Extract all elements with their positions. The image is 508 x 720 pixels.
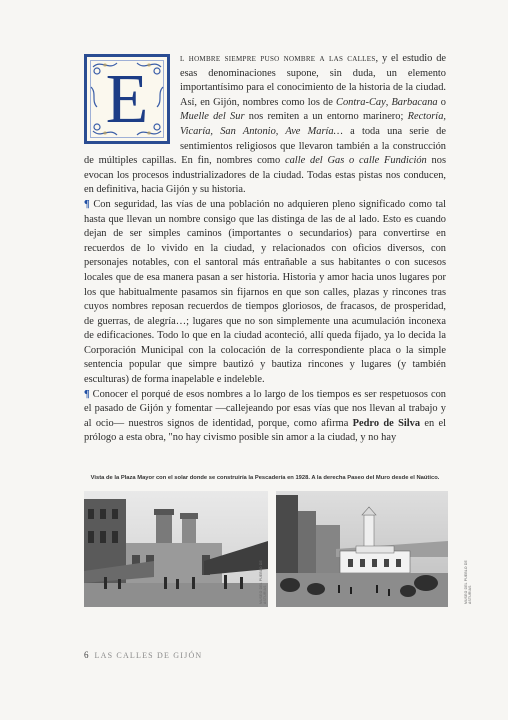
photo-caption: Vista de la Plaza Mayor con el solar donde se construiría la Pescadería en 1928. A la derecha Paseo del Muro desde el Naútico. [90,475,440,481]
paragraph-2 [84,198,446,388]
text-run: nos remiten a un entorno marinero; [244,111,408,123]
initial-letter: E [105,61,149,138]
text-run: o [437,96,446,108]
text-run: en el prólogo a esta obra, "no hay civismo posible sin amor a la ciudad, y no hay [84,417,446,444]
street-name: Muelle del Sur [180,111,245,123]
photo-plaza-mayor [84,491,268,607]
author-name: Pedro de Silva [352,417,421,429]
photo-credit: MUSEO DEL PUEBLO DE ASTURIAS [464,560,472,604]
photo-paseo-del-muro [276,491,448,607]
text-run: nos evocan los procesos industrializadores de la ciudad. Todas estas pistas nos conducen, en definitiva, hacia Gijón y su historia. [84,155,446,196]
photo-credit: MUSEO DEL PUEBLO DE ASTURIAS [259,560,267,604]
street-names: calle del Gas o calle Fundición [285,155,427,167]
page-number: 6 [84,650,89,660]
lead-in: l hombre siempre puso nombre a las calles [180,53,376,64]
initial-spacer [84,52,180,154]
pilcrow-icon: ¶ [84,198,90,210]
street-name: Contra-Cay [336,96,386,108]
text-run: Conocer el porqué de esos nombres a lo largo de los tiempos es ser respetuosos con el pasado de Gijón y fomentar —callejeando por esas vías que nos llevan al trabajo y al ocio— nuestros signos de identidad, porque, como afirma [84,388,446,429]
page-footer [84,650,202,660]
street-name: Barbacana [391,96,438,108]
text-run: , y el estudio de esas denominaciones supone, sin duda, un elemento importantísimo para el conocimiento de la historia de la ciudad. Así, en Gijón, nombres como los de [180,53,446,108]
text-run: , [385,96,392,108]
street-names: Rectoría, Vicaría, San Antonio, Ave María… [180,111,446,137]
paragraph-3 [84,388,446,446]
text-run: Con seguridad, las vías de una población no adquieren pleno significado como tal hasta que llevan un nombre consigo que las distinga de las de al lado. Esto es cuando dejan de ser simples caminos (importantes o secundarios) para convertirse en recuerdos de lo vivido en la ciudad, y relacionados con oficios diversos, con personajes notables, con el santoral más entrañable a sus habitantes o con sucesos locales que de esa manera pasan a ser historia. Historia y amor hacia unos lugares por los que habitualmente pasamos sin fijarnos en que son calles, plazas y rincones tras cuyos nombres reposan recuerdos de tiempos gloriosos, de fracasos, de prosperidad, de guerras, de alegría…; lugares que no son simplemente una acumulación inconexa de edificaciones. Todo lo que en la ciudad aconteció, allí queda fijado, ya lo decida la Corporación Municipal con la colocación de la correspondiente placa o la simple sentencia popular que simpre bautizó y bautiza rincones y lugares (y también esculturas) de forma inapelable e indeleble. [84,198,446,386]
running-title: LAS CALLES DE GIJÓN [94,651,203,660]
article-body [84,52,446,446]
text-run: a toda una serie de sentimientos religiosos que llevaron también a la construcción de múltiples capillas. En fin, nombres como [84,125,446,167]
pilcrow-icon: ¶ [84,388,90,400]
